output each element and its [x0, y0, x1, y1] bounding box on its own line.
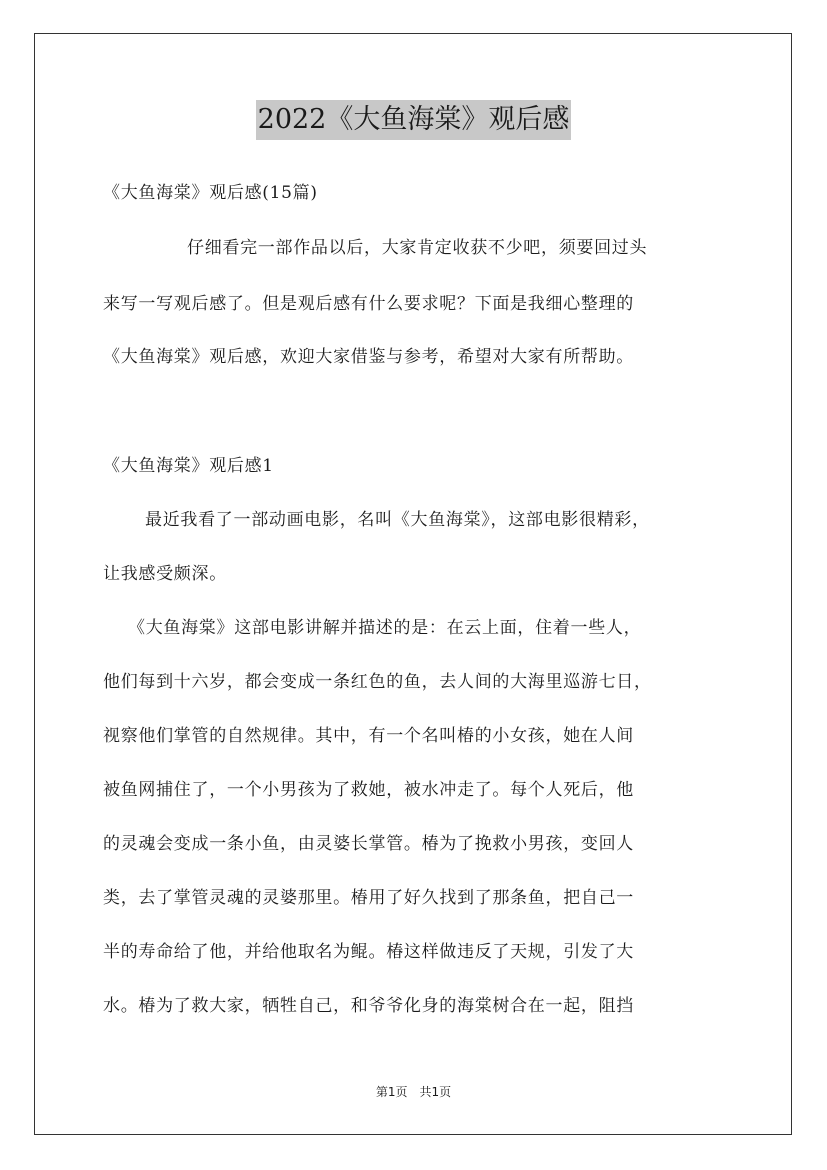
document-subtitle: 《大鱼海棠》观后感(15篇): [103, 183, 318, 203]
body-line: 的灵魂会变成一条小鱼，由灵婆长掌管。椿为了挽救小男孩，变回人: [103, 834, 634, 854]
body-line: 水。椿为了救大家，牺牲自己，和爷爷化身的海棠树合在一起，阻挡: [103, 996, 634, 1016]
intro-line: 《大鱼海棠》观后感，欢迎大家借鉴与参考，希望对大家有所帮助。: [103, 347, 634, 367]
intro-line: 来写一写观后感了。但是观后感有什么要求呢？下面是我细心整理的: [103, 294, 634, 314]
body-line: 视察他们掌管的自然规律。其中，有一个名叫椿的小女孩，她在人间: [103, 726, 634, 746]
body-line: 半的寿命给了他，并给他取名为鲲。椿这样做违反了天规，引发了大: [103, 942, 634, 962]
document-title: 2022《大鱼海棠》观后感: [256, 100, 572, 140]
body-line: 他们每到十六岁，都会变成一条红色的鱼，去人间的大海里巡游七日，: [103, 672, 652, 692]
body-line: 最近我看了一部动画电影，名叫《大鱼海棠》，这部电影很精彩，: [145, 510, 650, 530]
body-line: 让我感受颇深。: [103, 564, 227, 584]
intro-line: 仔细看完一部作品以后，大家肯定收获不少吧，须要回过头: [187, 238, 648, 258]
section-heading: 《大鱼海棠》观后感1: [103, 456, 274, 476]
document-title-wrapper: [0, 100, 827, 140]
body-line: 被鱼网捕住了，一个小男孩为了救她，被水冲走了。每个人死后，他: [103, 780, 634, 800]
page-number: 第1页 共1页: [375, 1085, 452, 1099]
body-line: 类，去了掌管灵魂的灵婆那里。椿用了好久找到了那条鱼，把自己一: [103, 888, 634, 908]
body-line: 《大鱼海棠》这部电影讲解并描述的是：在云上面，住着一些人，: [128, 618, 642, 638]
